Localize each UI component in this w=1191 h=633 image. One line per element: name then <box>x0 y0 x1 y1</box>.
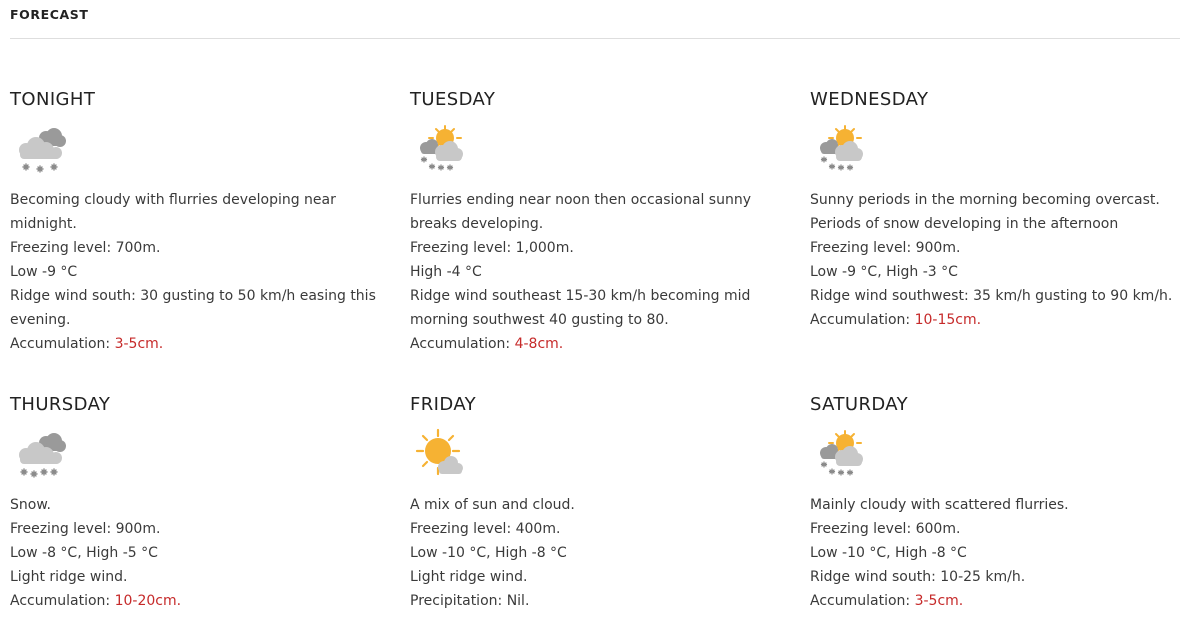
day-name: TONIGHT <box>10 89 96 110</box>
precip-label: Accumulation: <box>810 593 911 609</box>
day-name: SATURDAY <box>810 394 909 415</box>
precip-value: 3-5cm. <box>914 593 964 609</box>
day-name: THURSDAY <box>10 394 111 415</box>
cloudy-snow-icon <box>12 427 68 483</box>
precip-label: Accumulation: <box>810 312 911 328</box>
forecast-details <box>410 188 790 356</box>
day-name: WEDNESDAY <box>810 89 929 110</box>
forecast-details <box>410 493 790 613</box>
forecast-day-saturday <box>810 393 1190 613</box>
precipitation-line <box>410 332 790 356</box>
precip-label: Accumulation: <box>10 336 111 352</box>
precip-value: 3-5cm. <box>114 336 164 352</box>
sun-cloud-snow-icon <box>812 427 868 483</box>
freezing-level-text: Freezing level: 600m. <box>810 521 961 537</box>
precip-value: Nil. <box>506 593 530 609</box>
summary-text: A mix of sun and cloud. <box>410 497 575 513</box>
forecast-day-tonight <box>10 88 390 356</box>
summary-text-2: Periods of snow developing in the afternoon <box>810 216 1119 232</box>
summary-text: Becoming cloudy with flurries developing near midnight. <box>10 192 336 232</box>
cloudy-snow-icon <box>12 122 68 178</box>
temperature-text: Low -10 °C, High -8 °C <box>410 545 567 561</box>
freezing-level-text: Freezing level: 1,000m. <box>410 240 574 256</box>
sun-cloud-snow-icon <box>412 122 468 178</box>
section-title: FORECAST <box>10 7 89 22</box>
freezing-level-text: Freezing level: 900m. <box>10 521 161 537</box>
precip-value: 4-8cm. <box>514 336 564 352</box>
sun-cloud-icon <box>412 427 468 483</box>
forecast-details <box>810 188 1190 332</box>
forecast-day-tuesday <box>410 88 790 356</box>
temperature-text: Low -10 °C, High -8 °C <box>810 545 967 561</box>
summary-text: Flurries ending near noon then occasional sunny breaks developing. <box>410 192 751 232</box>
forecast-details <box>810 493 1190 613</box>
precip-label: Precipitation: <box>410 593 503 609</box>
precipitation-line <box>810 589 1190 613</box>
summary-text: Snow. <box>10 497 51 513</box>
wind-text: Light ridge wind. <box>410 569 528 585</box>
forecast-day-thursday <box>10 393 390 613</box>
freezing-level-text: Freezing level: 400m. <box>410 521 561 537</box>
precipitation-line <box>10 332 390 356</box>
temperature-text: Low -9 °C <box>10 264 78 280</box>
temperature-text: Low -9 °C, High -3 °C <box>810 264 958 280</box>
precip-label: Accumulation: <box>10 593 111 609</box>
precip-label: Accumulation: <box>410 336 511 352</box>
precip-value: 10-20cm. <box>114 593 182 609</box>
wind-text: Ridge wind south: 30 gusting to 50 km/h easing this evening. <box>10 288 376 328</box>
wind-text: Ridge wind southwest: 35 km/h gusting to 90 km/h. <box>810 288 1173 304</box>
sun-cloud-snow-icon <box>812 122 868 178</box>
temperature-text: High -4 °C <box>410 264 482 280</box>
forecast-details <box>10 493 390 613</box>
wind-text: Ridge wind southeast 15-30 km/h becoming mid morning southwest 40 gusting to 80. <box>410 288 751 328</box>
section-divider <box>10 38 1180 39</box>
wind-text: Ridge wind south: 10-25 km/h. <box>810 569 1026 585</box>
temperature-text: Low -8 °C, High -5 °C <box>10 545 158 561</box>
forecast-day-friday <box>410 393 790 613</box>
precipitation-line <box>410 589 790 613</box>
summary-text: Mainly cloudy with scattered flurries. <box>810 497 1069 513</box>
day-name: FRIDAY <box>410 394 477 415</box>
summary-text: Sunny periods in the morning becoming overcast. <box>810 192 1160 208</box>
freezing-level-text: Freezing level: 900m. <box>810 240 961 256</box>
forecast-details <box>10 188 390 356</box>
day-name: TUESDAY <box>410 89 496 110</box>
wind-text: Light ridge wind. <box>10 569 128 585</box>
precipitation-line <box>810 308 1190 332</box>
freezing-level-text: Freezing level: 700m. <box>10 240 161 256</box>
precip-value: 10-15cm. <box>914 312 982 328</box>
precipitation-line <box>10 589 390 613</box>
forecast-day-wednesday <box>810 88 1190 332</box>
